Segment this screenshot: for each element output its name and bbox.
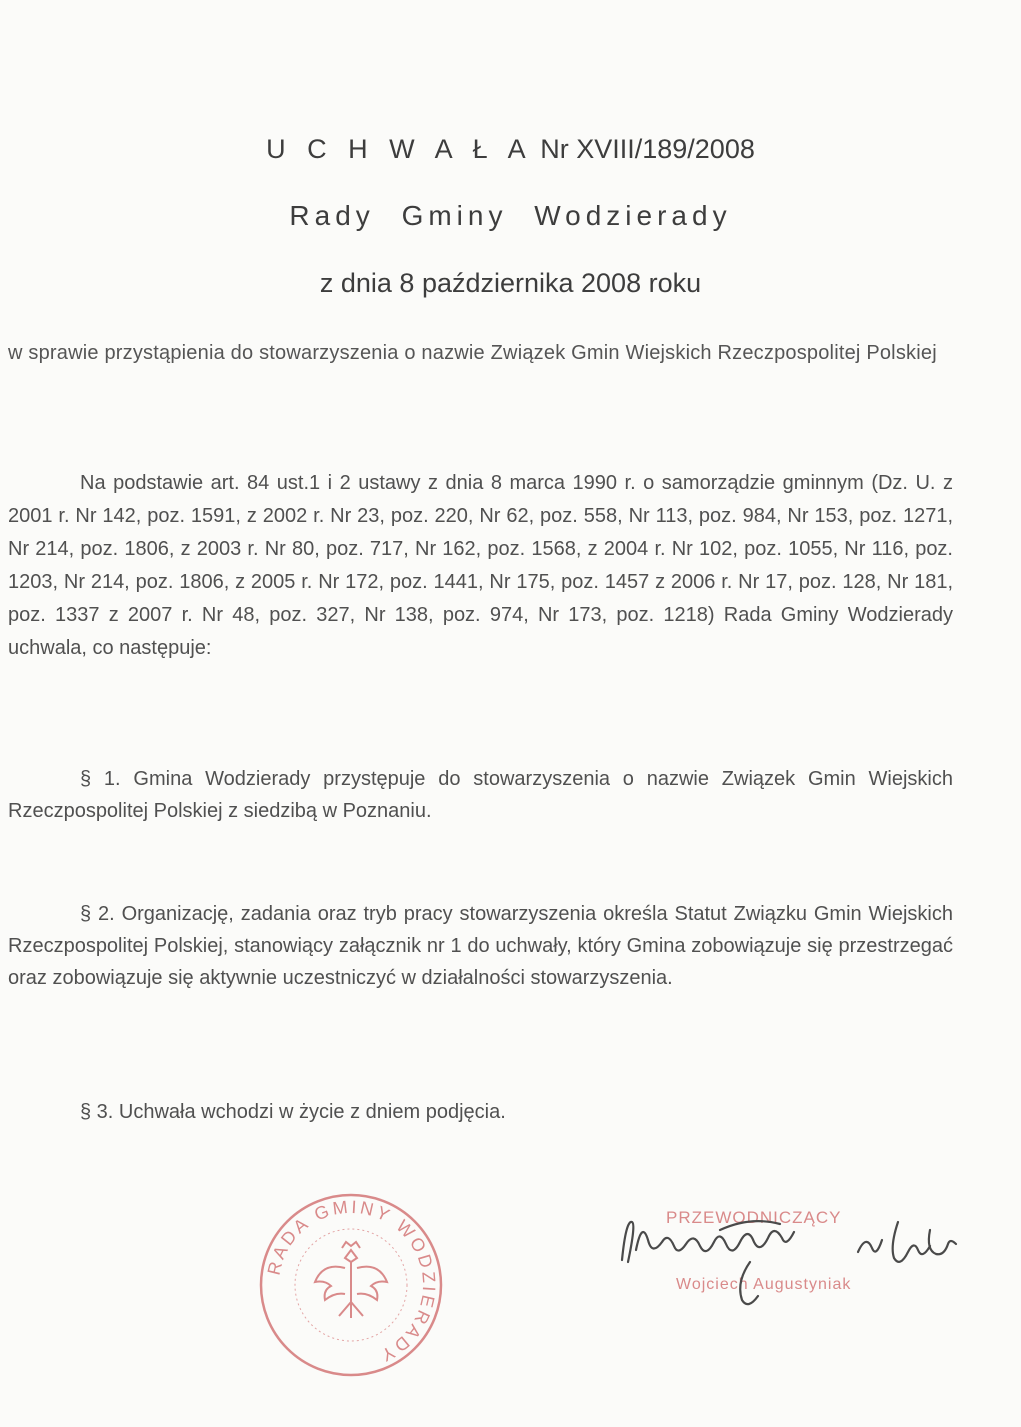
resolution-number: Nr XVIII/189/2008 [540,134,755,164]
section-3-paragraph: § 3. Uchwała wchodzi w życie z dniem podjęcia. [80,1101,506,1123]
chairman-stamp-name: Wojciech Augustyniak [676,1276,852,1293]
section-2-paragraph: § 2. Organizację, zadania oraz tryb pracy stowarzyszenia określa Statut Związku Gmin Wiejskich Rzeczpospolitej Polskiej, stanowiący załącznik nr 1 do uchwały, który Gmina zobowiązuje się przestrzegać oraz zobowiązuje się aktywnie uczestniczyć w działalności stowarzyszenia. [8,903,953,989]
signature-block [600,1190,1010,1320]
resolution-title-word: U C H W A Ł A [266,134,533,164]
legal-basis-paragraph: Na podstawie art. 84 ust.1 i 2 ustawy z dnia 8 marca 1990 r. o samorządzie gminnym (Dz. U. z 2001 r. Nr 142, poz. 1591, z 2002 r. Nr 23, poz. 220, Nr 62, poz. 558, Nr 113, poz. 984, Nr 153, poz. 1271, Nr 214, poz. 1806, z 2003 r. Nr 80, poz. 717, Nr 162, poz. 1568, z 2004 r. Nr 102, poz. 1055, Nr 116, poz. 1203, Nr 214, poz. 1806, z 2005 r. Nr 172, poz. 1441, Nr 175, poz. 1457 z 2006 r. Nr 17, poz. 128, Nr 181, poz. 1337 z 2007 r. Nr 48, poz. 327, Nr 138, poz. 974, Nr 173, poz. 1218) Rada Gminy Wodzierady uchwala, co następuje: [8,472,953,659]
handwritten-signature [600,1190,1010,1320]
resolution-title [0,134,1021,165]
resolution-subject: w sprawie przystąpienia do stowarzyszenia o nazwie Związek Gmin Wiejskich Rzeczpospolitej Polskiej [8,342,937,364]
eagle-emblem-icon [315,1242,387,1318]
council-name: Rady Gminy Wodzierady [289,200,732,231]
chairman-stamp-title: PRZEWODNICZĄCY [666,1208,842,1227]
section-1-paragraph: § 1. Gmina Wodzierady przystępuje do stowarzyszenia o nazwie Związek Gmin Wiejskich Rzeczpospolitej Polskiej z siedzibą w Poznaniu. [8,768,953,822]
resolution-date: z dnia 8 października 2008 roku [319,268,702,298]
seal-lettering: RADA GMINY WODZIERADY [263,1196,440,1367]
official-seal-stamp [256,1190,446,1380]
